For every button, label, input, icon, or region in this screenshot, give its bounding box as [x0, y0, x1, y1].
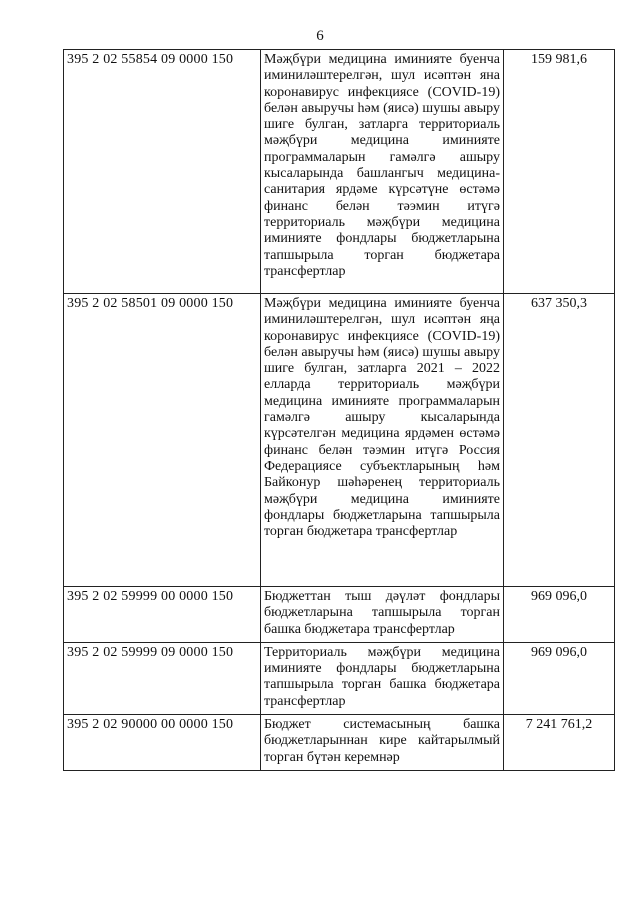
description-cell: Мәҗбүри медицина иминияте буенча иминиләштерелгән, шул исәптән яңа коронавирус инфекциясе (COVID-19) белән авыручы һәм (яисә) шушы авыру шиге булган, затларга 2021 – 2022 елларда территориаль мәҗбүри медицина иминияте программаларын гамәлгә ашыру кысаларында күрсәтелгән медицина ярдәмен өстәмә финанс белән тәэмин итүгә Россия Федерациясе субъектларының һәм Байконур шәһәренең территориаль мәҗбүри медицина иминияте фондлары бюджетларына тапшырыла торган бюджетара трансфертлар: [261, 294, 504, 587]
description-cell: Бюджет системасының башка бюджетларыннан кире кайтарылмый торган бүтән керемнәр: [261, 715, 504, 771]
description-cell: Бюджеттан тыш дәүләт фондлары бюджетларына тапшырыла торган башка бюджетара трансфертлар: [261, 587, 504, 643]
page-number: 6: [316, 28, 324, 44]
budget-code-cell: 395 2 02 59999 00 0000 150: [64, 587, 261, 643]
table-row: [64, 715, 615, 771]
budget-code-cell: 395 2 02 58501 09 0000 150: [64, 294, 261, 587]
amount-cell: 159 981,6: [504, 50, 615, 294]
description-cell: Мәҗбүри медицина иминияте буенча иминиләштерелгән, шул исәптән яна коронавирус инфекциясе (COVID-19) белән авыручы һәм (яисә) шушы авыру шиге булган, затларга территориаль мәҗбүри медицина иминияте программаларын гамәлгә ашыру кысаларында башлангыч медицина-санитария ярдәме күрсәтүне өстәмә финанс белән тәэмин итүгә территориаль мәҗбүри медицина иминияте фондлары бюджетларына тапшырыла торган бюджетара трансфертлар: [261, 50, 504, 294]
amount-cell: 637 350,3: [504, 294, 615, 587]
budget-revenue-table: [63, 49, 615, 771]
table-row: [64, 50, 615, 294]
amount-cell: 7 241 761,2: [504, 715, 615, 771]
table-row: [64, 587, 615, 643]
budget-code-cell: 395 2 02 59999 09 0000 150: [64, 642, 261, 714]
budget-code-cell: 395 2 02 55854 09 0000 150: [64, 50, 261, 294]
budget-code-cell: 395 2 02 90000 00 0000 150: [64, 715, 261, 771]
description-cell: Территориаль мәҗбүри медицина иминияте фондлары бюджетларына тапшырыла торган башка бюджетара трансфертлар: [261, 642, 504, 714]
amount-cell: 969 096,0: [504, 587, 615, 643]
table-row: [64, 642, 615, 714]
table-row: [64, 294, 615, 587]
amount-cell: 969 096,0: [504, 642, 615, 714]
